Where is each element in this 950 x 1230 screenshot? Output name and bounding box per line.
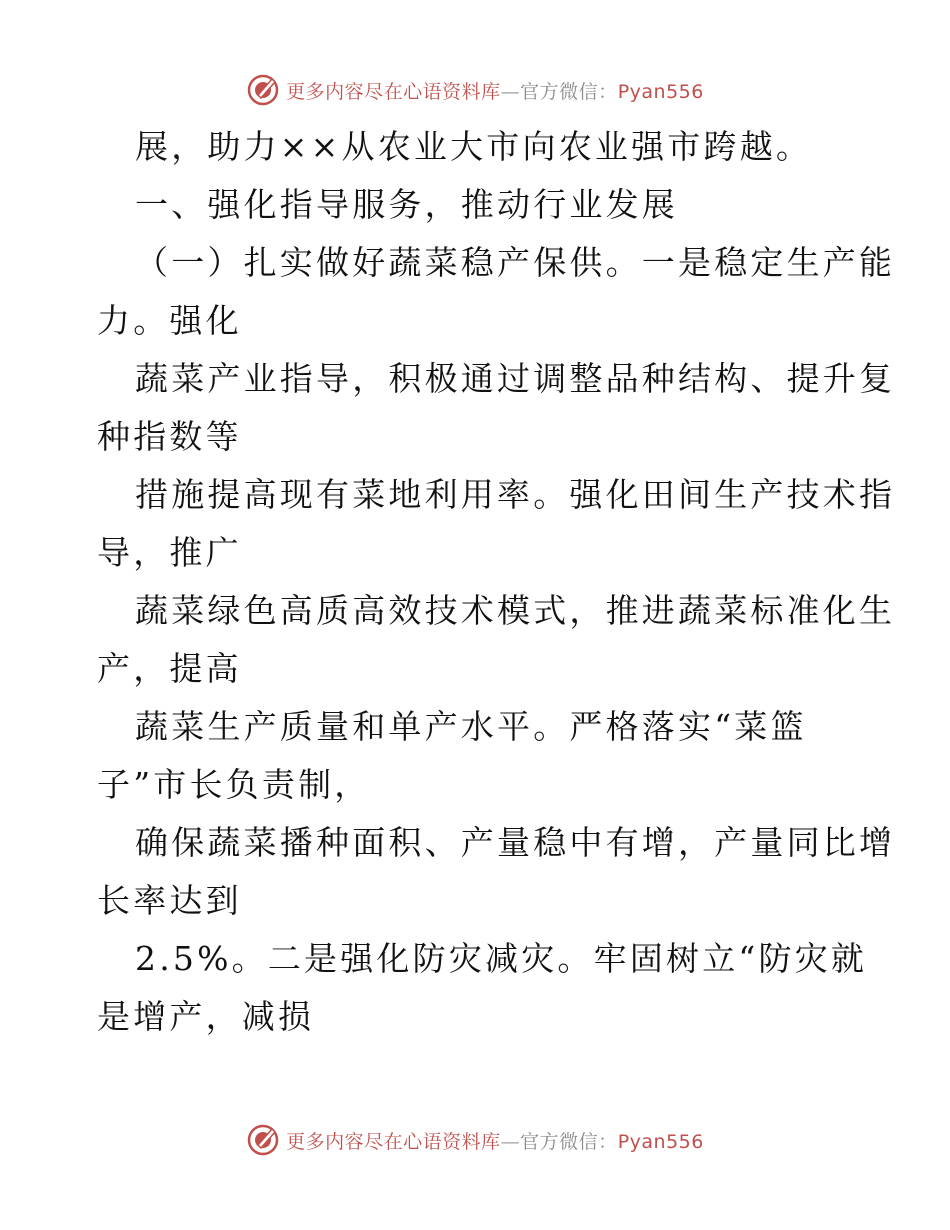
text-line: （一）扎实做好蔬菜稳产保供。一是稳定生产能	[135, 243, 896, 282]
text-line: 措施提高现有菜地利用率。强化田间生产技术指	[135, 475, 896, 514]
watermark-text	[286, 77, 704, 104]
text-line: 产，提高	[97, 649, 242, 688]
text-line: 种指数等	[97, 417, 242, 456]
text-line: 展，助力××从农业大市向农业强市跨越。	[135, 127, 813, 166]
text-line: 蔬菜生产质量和单产水平。严格落实“菜篮	[135, 707, 807, 746]
section-heading: 一、强化指导服务，推动行业发展	[135, 185, 678, 224]
text-line: 导，推广	[97, 533, 242, 572]
header-watermark	[0, 70, 950, 110]
watermark-site: 更多内容尽在心语资料库	[286, 80, 501, 103]
watermark-dash: —	[500, 1130, 521, 1153]
text-line: 确保蔬菜播种面积、产量稳中有增，产量同比增	[135, 823, 896, 862]
watermark-wechat-id: Pyan556	[617, 1130, 704, 1153]
watermark-wechat-id: Pyan556	[617, 80, 704, 103]
text-line: 是增产，减损	[97, 997, 315, 1036]
text-line: 力。强化	[97, 301, 242, 340]
logo-icon	[246, 1123, 280, 1157]
watermark-dash: —	[500, 80, 521, 103]
text-line: 长率达到	[97, 881, 242, 920]
watermark-site: 更多内容尽在心语资料库	[286, 1130, 501, 1153]
text-line: 2.5%。二是强化防灾减灾。牢固树立“防灾就	[135, 939, 868, 978]
watermark-label: 官方微信：	[520, 1130, 618, 1153]
text-line: 蔬菜绿色高质高效技术模式，推进蔬菜标准化生	[135, 591, 896, 630]
watermark-label: 官方微信：	[520, 80, 618, 103]
footer-watermark	[0, 1120, 950, 1160]
text-line: 蔬菜产业指导，积极通过调整品种结构、提升复	[135, 359, 896, 398]
logo-icon	[246, 73, 280, 107]
watermark-text	[286, 1127, 704, 1154]
text-line: 子”市长负责制，	[97, 765, 371, 804]
